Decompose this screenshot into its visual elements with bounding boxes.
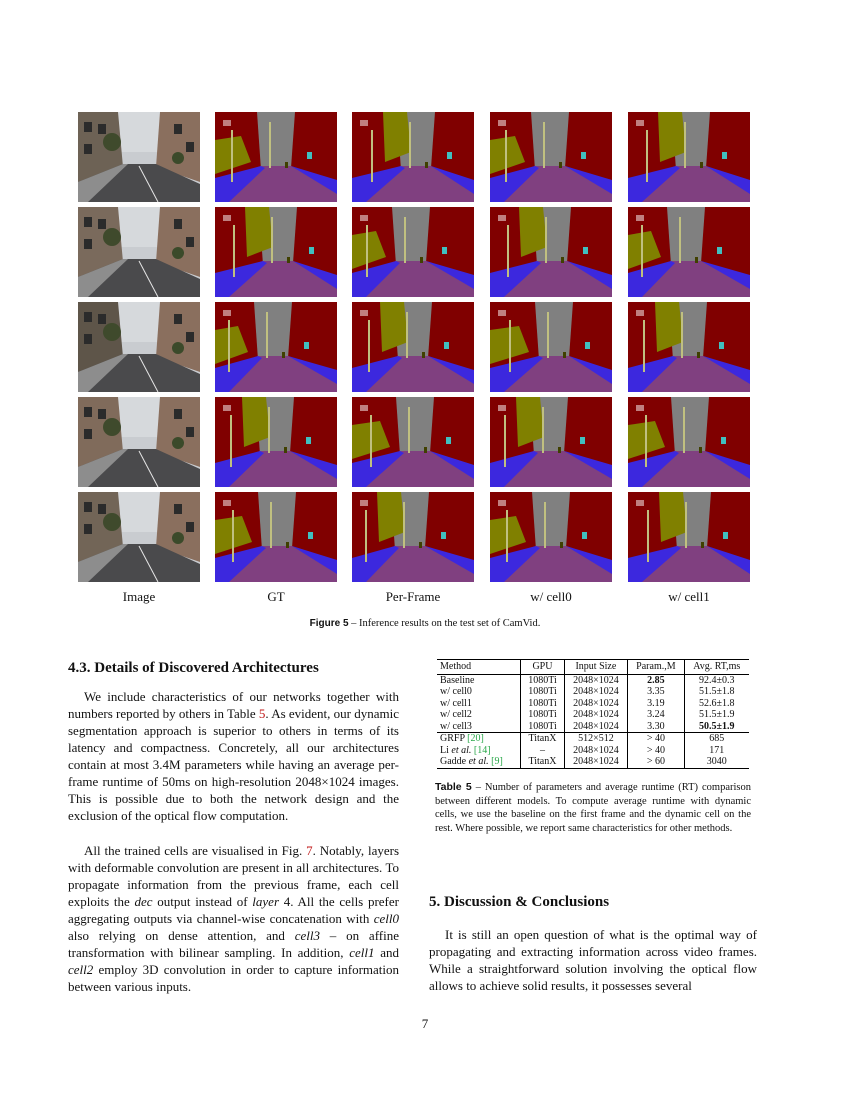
column-label-image: Image xyxy=(122,589,156,604)
segmentation-cell0-row-3 xyxy=(490,302,612,392)
table-row: GRFP [20] TitanX 512×512 > 40 685 xyxy=(437,733,749,745)
paragraph-4-3-1: We include characteristics of our networks together with numbers reported by others in Table 5. As evident, our dynamic segmentation approach is superior to others in terms of its latency and compactness. Concretely, all our architectures contain at most 3.4M parameters while having an average per-frame runtime of 50ms on high-resolution 2048×1024 images. This is possible due to both the network design and the exclusion of the optical flow computation. xyxy=(68,689,400,823)
photo-image-row-1 xyxy=(78,112,200,202)
table-row: w/ cell2 1080Ti 2048×1024 3.24 51.5±1.9 xyxy=(437,709,749,721)
column-label-per-frame: Per-Frame xyxy=(385,589,441,604)
citation-link[interactable]: [14] xyxy=(471,744,491,756)
table-row: w/ cell0 1080Ti 2048×1024 3.35 51.5±1.8 xyxy=(437,686,749,698)
segmentation-cell0-row-5 xyxy=(490,492,612,582)
figure-caption xyxy=(0,618,850,629)
segmentation-gt-row-1 xyxy=(215,112,337,202)
segmentation-gt-row-3 xyxy=(215,302,337,392)
segmentation-cell1-row-5 xyxy=(628,492,750,582)
column-label-cell0: w/ cell0 xyxy=(530,589,572,604)
table-header-row xyxy=(437,660,749,675)
figure-caption-text: – Inference results on the test set of CamVid. xyxy=(348,618,541,629)
results-table xyxy=(437,659,749,769)
photo-image-row-4 xyxy=(78,397,200,487)
column-label-cell1: w/ cell1 xyxy=(668,589,710,604)
paragraph-5-1: It is still an open question of what is the optimal way of propagating and extracting information across video frames. While a straightforward solution involving the optical flow allows to achieve solid results, it possesses several xyxy=(429,927,757,993)
segmentation-per-frame-row-4 xyxy=(352,397,474,487)
table-row: w/ cell3 1080Ti 2048×1024 3.30 50.5±1.9 xyxy=(437,721,749,733)
table-header: GPU xyxy=(521,660,564,675)
segmentation-gt-row-4 xyxy=(215,397,337,487)
photo-image-row-3 xyxy=(78,302,200,392)
section-title-5: 5. Discussion & Conclusions xyxy=(429,894,610,910)
segmentation-per-frame-row-1 xyxy=(352,112,474,202)
paragraph-4-3-2: All the trained cells are visualised in Fig. 7. Notably, layers with deformable convolution are present in all architectures. To propagate information from the previous frame, each cell exploits the dec output instead of layer 4. All the cells prefer aggregating outputs via channel-wise concatenation with cell0 also relying on dense attention, and cell3 – on affine transformation with bilinear sampling. In addition, cell1 and cell2 employ 3D convolution in order to capture information between various inputs. xyxy=(68,843,400,994)
figure-ref-link[interactable]: 7 xyxy=(306,843,313,858)
segmentation-per-frame-row-5 xyxy=(352,492,474,582)
segmentation-per-frame-row-2 xyxy=(352,207,474,297)
segmentation-cell1-row-4 xyxy=(628,397,750,487)
segmentation-cell0-row-4 xyxy=(490,397,612,487)
table-row: w/ cell1 1080Ti 2048×1024 3.19 52.6±1.8 xyxy=(437,698,749,710)
table-header: Avg. RT,ms xyxy=(684,660,749,675)
citation-link[interactable]: [20] xyxy=(467,733,484,744)
table-row: Baseline 1080Ti 2048×1024 2.85 92.4±0.3 xyxy=(437,674,749,686)
photo-image-row-5 xyxy=(78,492,200,582)
photo-image-row-2 xyxy=(78,207,200,297)
table-caption-text: – Number of parameters and average runtime (RT) comparison between different models. To compute average runtime with dynamic cells, we use the baseline on the first frame and the dynamic cell on the rest. Where possible, we report same characteristics for other methods. xyxy=(435,782,751,834)
segmentation-cell0-row-2 xyxy=(490,207,612,297)
table-row: Gadde et al. [9] TitanX 2048×1024 > 60 3040 xyxy=(437,756,749,768)
table-caption-label: Table 5 xyxy=(435,781,472,793)
table-header: Param.,M xyxy=(628,660,684,675)
segmentation-cell1-row-2 xyxy=(628,207,750,297)
segmentation-cell1-row-1 xyxy=(628,112,750,202)
figure-grid xyxy=(78,112,750,584)
citation-link[interactable]: [9] xyxy=(488,756,503,767)
table-row: Li et al. [14] – 2048×1024 > 40 171 xyxy=(437,745,749,757)
segmentation-gt-row-2 xyxy=(215,207,337,297)
segmentation-per-frame-row-3 xyxy=(352,302,474,392)
table-caption xyxy=(435,781,751,835)
column-label-gt: GT xyxy=(267,589,285,604)
table-ref-link[interactable]: 5 xyxy=(258,706,266,721)
table-header: Input Size xyxy=(564,660,628,675)
figure-caption-label: Figure 5 xyxy=(309,618,349,629)
segmentation-cell1-row-3 xyxy=(628,302,750,392)
segmentation-gt-row-5 xyxy=(215,492,337,582)
page-number: 7 xyxy=(421,1016,429,1031)
table-header: Method xyxy=(437,660,521,675)
section-title-4-3: 4.3. Details of Discovered Architectures xyxy=(68,660,319,676)
segmentation-cell0-row-1 xyxy=(490,112,612,202)
